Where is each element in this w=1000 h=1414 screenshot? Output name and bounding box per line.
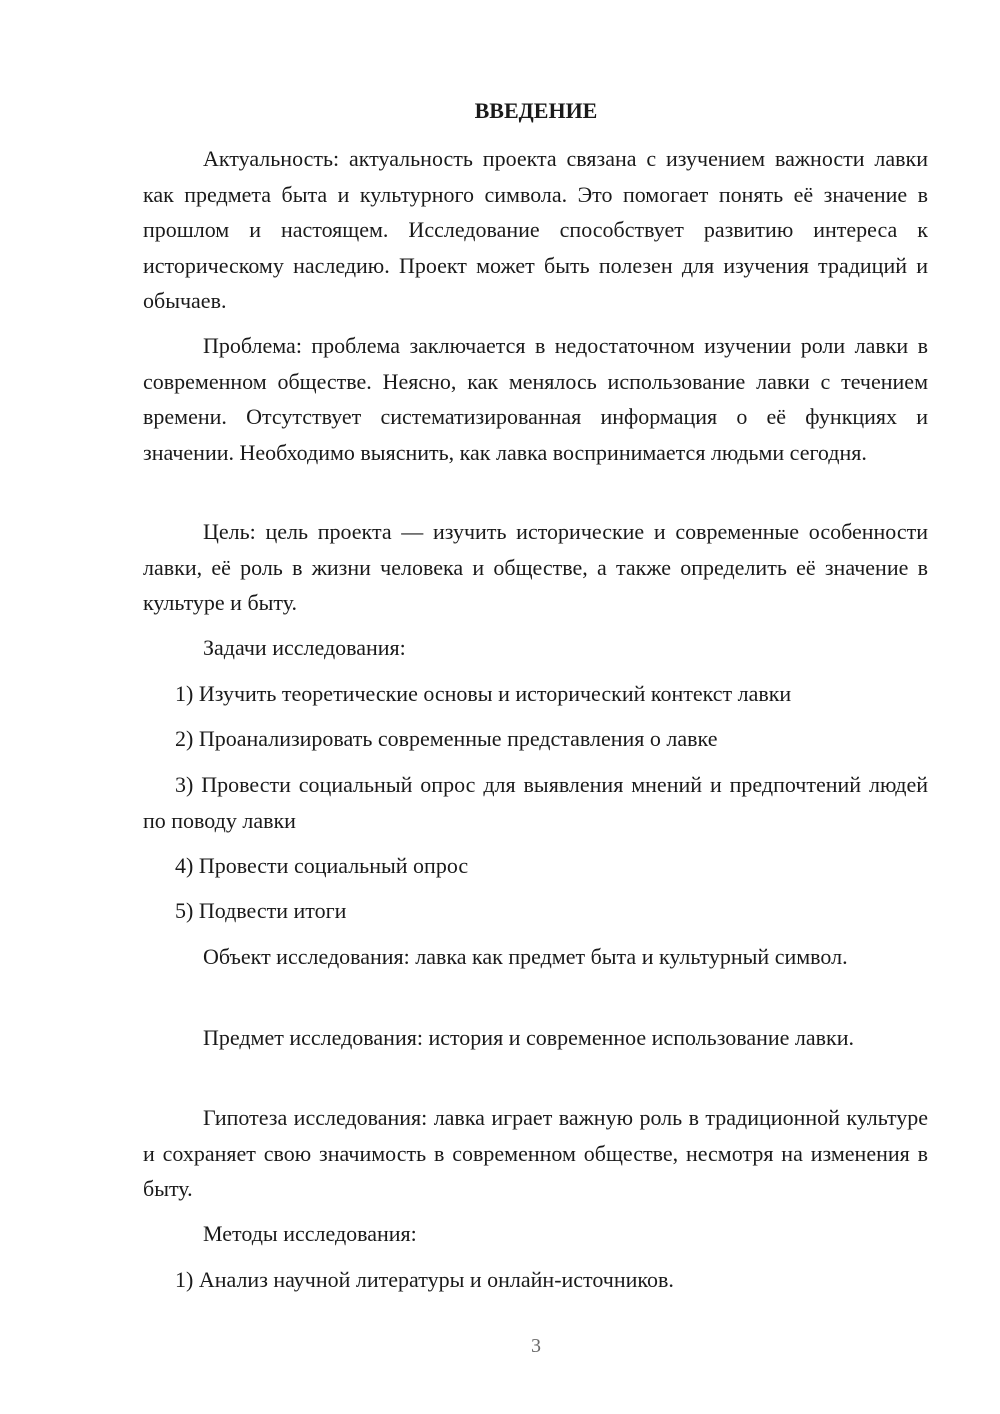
task-item-1: 1) Изучить теоретические основы и исторический контекст лавки <box>175 681 792 706</box>
task-item-5: 5) Подвести итоги <box>175 898 347 923</box>
task-item-4: 4) Провести социальный опрос <box>175 853 469 878</box>
paragraph-subject: Предмет исследования: история и современное использование лавки. <box>203 1025 855 1050</box>
page-number: 3 <box>531 1335 541 1357</box>
task-item-3: 3) Провести социальный опрос для выявления мнений и предпочтений людей по поводу лавки <box>143 772 928 833</box>
paragraph-hypothesis: Гипотеза исследования: лавка играет важную роль в традиционной культуре и сохраняет свою значимость в современном обществе, несмотря на изменения в быту. <box>143 1105 928 1201</box>
method-item-1: 1) Анализ научной литературы и онлайн-источников. <box>175 1267 674 1292</box>
paragraph-object: Объект исследования: лавка как предмет быта и культурный символ. <box>203 944 848 969</box>
section-title: ВВЕДЕНИЕ <box>474 98 598 123</box>
task-item-2: 2) Проанализировать современные представления о лавке <box>175 726 718 751</box>
tasks-heading: Задачи исследования: <box>203 635 406 660</box>
paragraph-relevance: Актуальность: актуальность проекта связана с изучением важности лавки как предмета быта и культурного символа. Это помогает понять её значение в прошлом и настоящем. Исследование способствует развитию интереса к историческому наследию. Проект может быть полезен для изучения традиций и обычаев. <box>143 146 928 313</box>
methods-heading: Методы исследования: <box>203 1221 417 1246</box>
paragraph-goal: Цель: цель проекта — изучить исторические и современные особенности лавки, её роль в жизни человека и обществе, а также определить её значение в культуре и быту. <box>143 519 928 615</box>
paragraph-problem: Проблема: проблема заключается в недостаточном изучении роли лавки в современном обществе. Неясно, как менялось использование лавки с течением времени. Отсутствует систематизированная информация о её функциях и значении. Необходимо выяснить, как лавка воспринимается людьми сегодня. <box>143 333 928 465</box>
